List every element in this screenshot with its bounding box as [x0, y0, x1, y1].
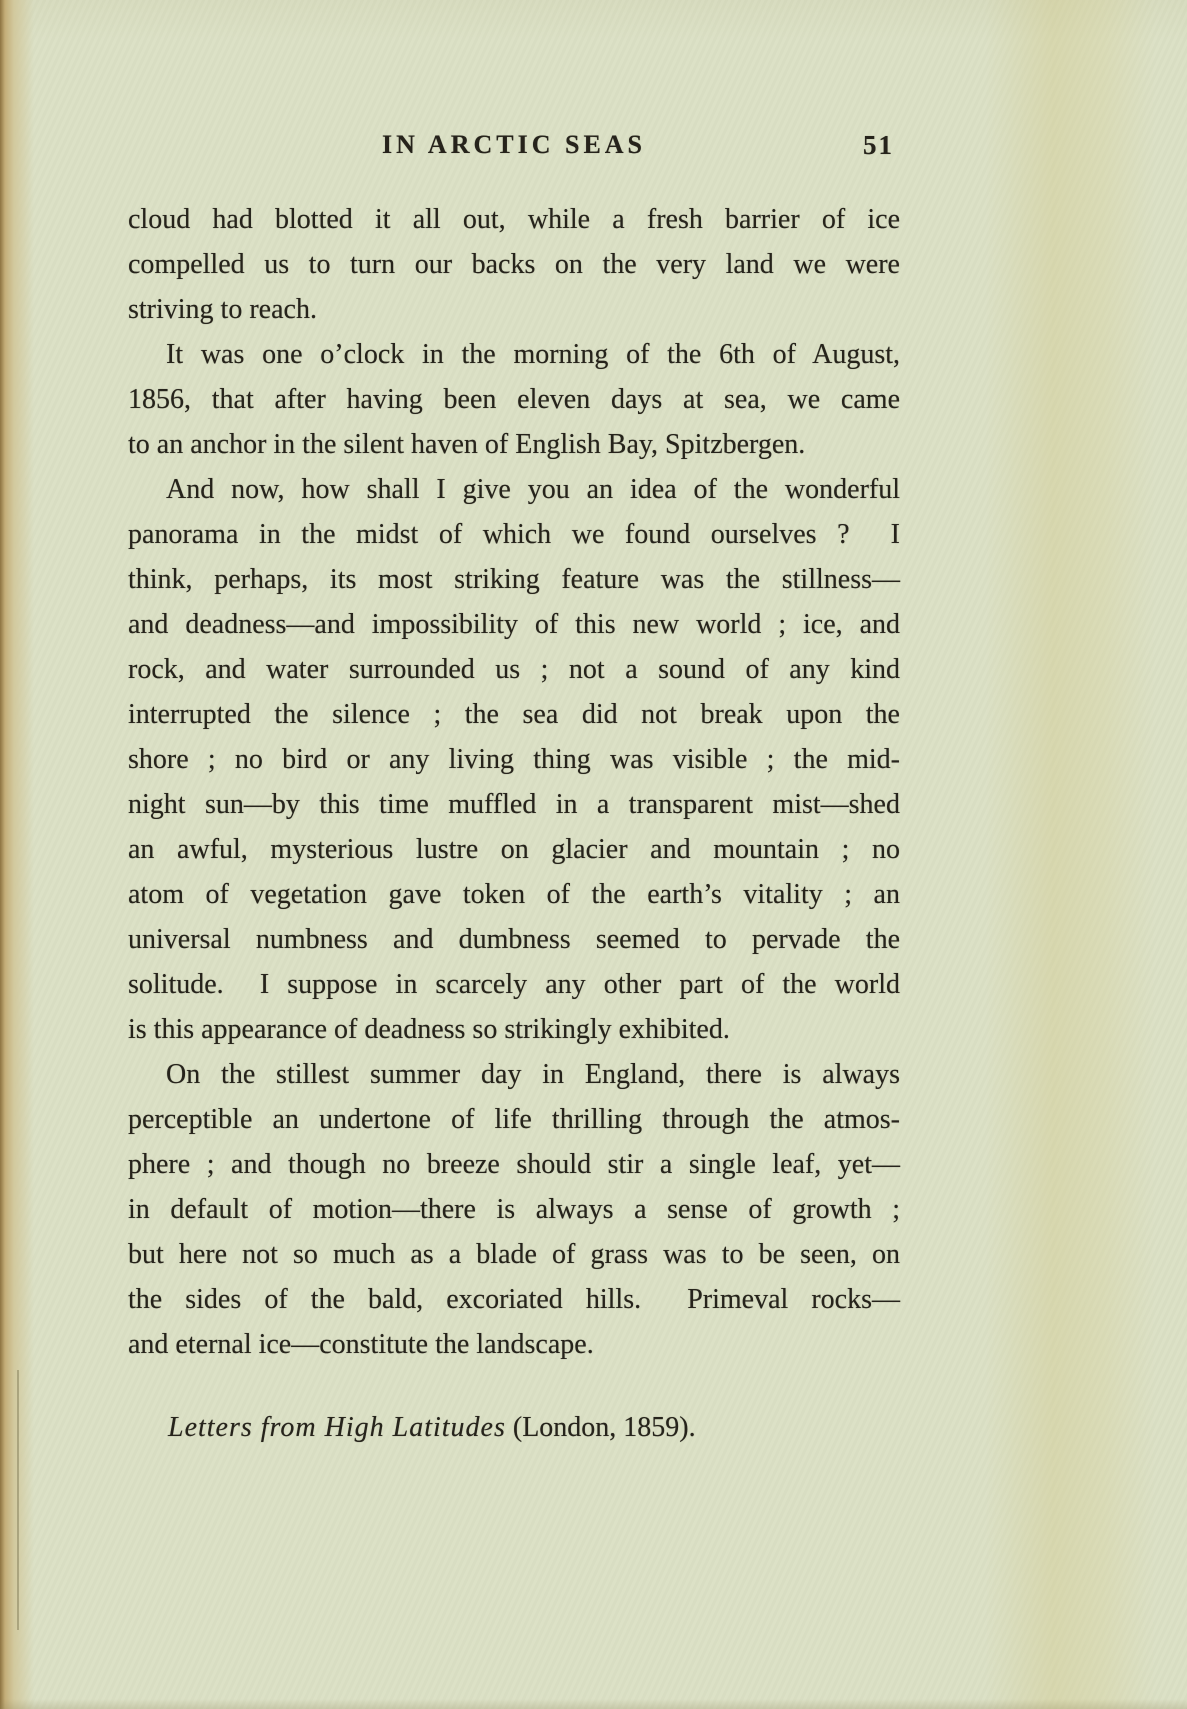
page-right-sheen [985, 0, 1155, 1709]
text-line: and deadness—and impossibility of this new world ; ice, and [128, 609, 900, 640]
page-left-edge [0, 0, 34, 1709]
text-line: and eternal ice—constitute the landscape. [128, 1329, 594, 1360]
text-line: the sides of the bald, excoriated hills. Primeval rocks— [128, 1284, 900, 1315]
page-bottom-edge [0, 1699, 1187, 1709]
text-line: atom of vegetation gave token of the earth’s vitality ; an [128, 879, 900, 910]
text-line: but here not so much as a blade of grass was to be seen, on [128, 1239, 900, 1270]
text-line: universal numbness and dumbness seemed to pervade the [128, 924, 900, 955]
attribution-line [128, 1405, 900, 1450]
text-line: It was one o’clock in the morning of the 6th of August, [166, 339, 900, 370]
text-line: an awful, mysterious lustre on glacier and mountain ; no [128, 834, 900, 865]
text-line: panorama in the midst of which we found ourselves ? I [128, 519, 900, 550]
text-line: phere ; and though no breeze should stir a single leaf, yet— [128, 1149, 900, 1180]
attribution-publication: (London, 1859). [505, 1412, 696, 1443]
page-number: 51 [863, 130, 894, 160]
text-line: think, perhaps, its most striking feature was the stillness— [128, 564, 900, 595]
text-line: to an anchor in the silent haven of English Bay, Spitzbergen. [128, 429, 806, 460]
text-line: striving to reach. [128, 294, 317, 325]
running-header-title: IN ARCTIC SEAS [381, 130, 647, 159]
text-line: in default of motion—there is always a sense of growth ; [128, 1194, 900, 1225]
text-line: On the stillest summer day in England, there is always [166, 1059, 900, 1090]
text-line: interrupted the silence ; the sea did not break upon the [128, 699, 900, 730]
text-line: solitude. I suppose in scarcely any other part of the world [128, 969, 900, 1000]
text-line: night sun—by this time muffled in a transparent mist—shed [128, 789, 900, 820]
text-line: is this appearance of deadness so strikingly exhibited. [128, 1014, 730, 1045]
text-line: rock, and water surrounded us ; not a sound of any kind [128, 654, 900, 685]
page-body [128, 197, 900, 1367]
page-edge-crease [17, 1370, 19, 1630]
page-header [128, 130, 900, 164]
text-line: compelled us to turn our backs on the very land we were [128, 249, 900, 280]
attribution-work-title: Letters from High Latitudes [168, 1412, 506, 1443]
text-line: cloud had blotted it all out, while a fresh barrier of ice [128, 204, 900, 235]
text-line: And now, how shall I give you an idea of the wonderful [166, 474, 900, 505]
text-line: perceptible an undertone of life thrilling through the atmos- [128, 1104, 900, 1135]
text-line: shore ; no bird or any living thing was visible ; the mid- [128, 744, 900, 775]
text-line: 1856, that after having been eleven days at sea, we came [128, 384, 900, 415]
